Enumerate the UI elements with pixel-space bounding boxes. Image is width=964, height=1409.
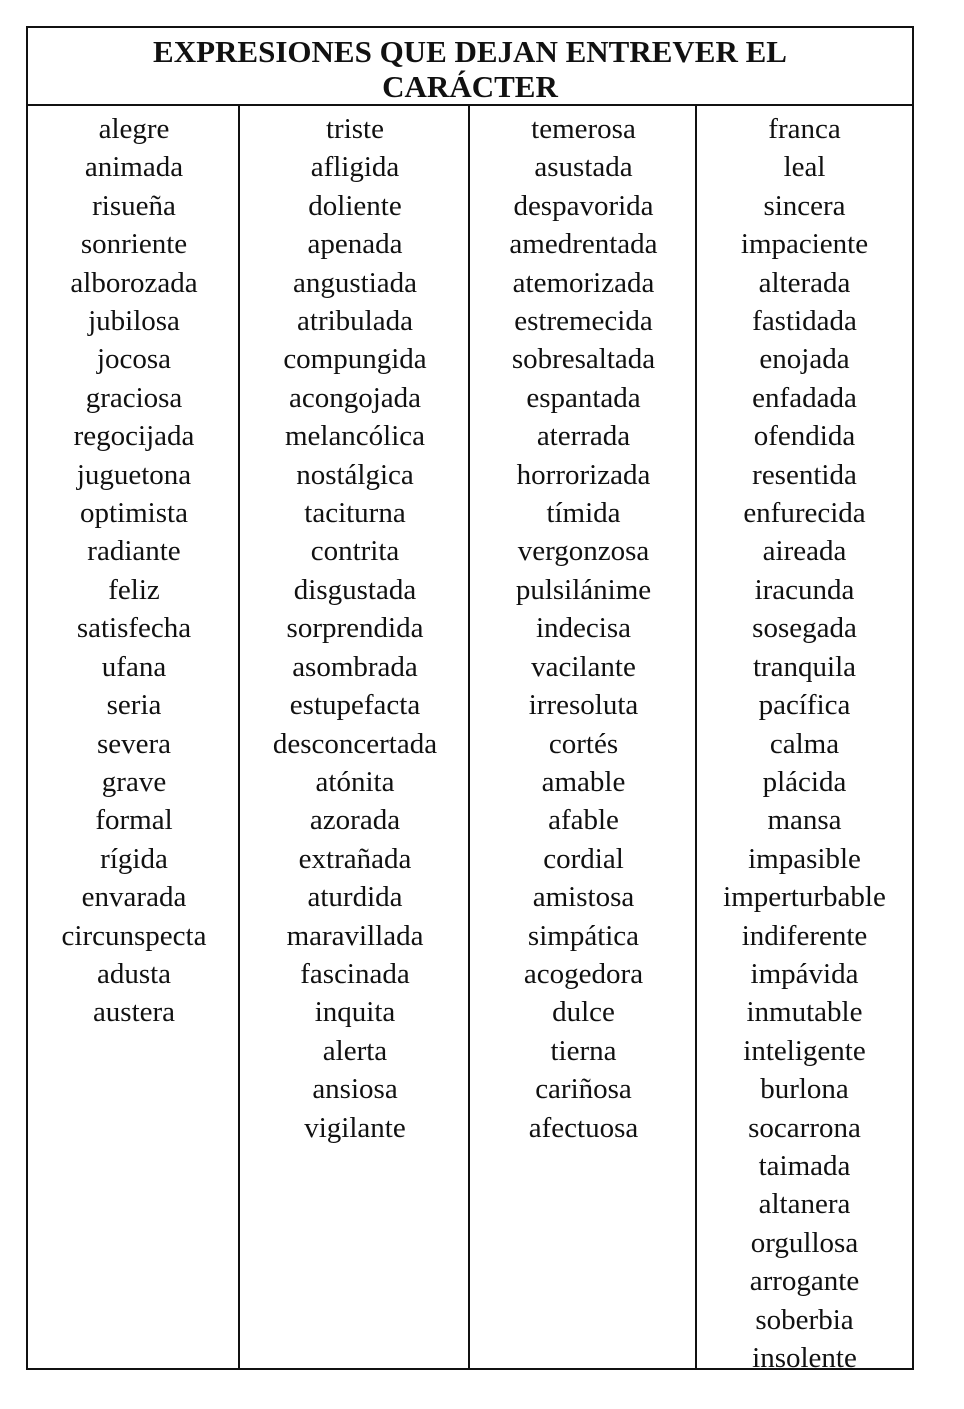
table-title-line-2: CARÁCTER bbox=[382, 69, 558, 104]
word-item: acogedora bbox=[523, 957, 644, 990]
word-item: socarrona bbox=[748, 1111, 861, 1144]
word-item: horrorizada bbox=[516, 458, 651, 491]
word-item: compungida bbox=[283, 343, 427, 376]
word-item: doliente bbox=[308, 189, 402, 222]
word-item: aireada bbox=[762, 535, 847, 568]
word-item: atemorizada bbox=[512, 266, 655, 299]
word-item: asombrada bbox=[292, 650, 418, 683]
word-item: taciturna bbox=[304, 497, 406, 530]
word-item: pulsilánime bbox=[515, 573, 652, 606]
word-item: regocijada bbox=[73, 420, 195, 453]
word-item: inmutable bbox=[746, 996, 863, 1029]
word-item: animada bbox=[84, 151, 184, 184]
word-item: rígida bbox=[100, 842, 168, 875]
word-column-1 bbox=[28, 106, 240, 1368]
word-item: nostálgica bbox=[296, 458, 414, 491]
word-item: aturdida bbox=[307, 881, 403, 914]
word-item: afligida bbox=[310, 151, 400, 184]
word-item: tímida bbox=[546, 497, 621, 530]
word-item: alborozada bbox=[70, 266, 198, 299]
word-item: formal bbox=[95, 804, 173, 837]
word-item: afable bbox=[548, 804, 619, 837]
word-column-3 bbox=[468, 106, 697, 1368]
word-item: leal bbox=[783, 151, 826, 184]
word-item: estupefacta bbox=[289, 689, 421, 722]
word-item: orgullosa bbox=[750, 1226, 859, 1259]
word-item: juguetona bbox=[76, 458, 192, 491]
word-item: altanera bbox=[758, 1188, 851, 1221]
word-item: inteligente bbox=[743, 1034, 866, 1067]
word-item: fastidada bbox=[752, 305, 857, 338]
word-item: iracunda bbox=[754, 573, 855, 606]
word-item: vacilante bbox=[531, 650, 636, 683]
word-item: afectuosa bbox=[528, 1111, 639, 1144]
word-item: atribulada bbox=[297, 305, 413, 338]
word-item: sonriente bbox=[80, 228, 188, 261]
word-item: amedrentada bbox=[509, 228, 658, 261]
word-item: impávida bbox=[750, 957, 859, 990]
word-item: irresoluta bbox=[528, 689, 639, 722]
word-item: angustiada bbox=[292, 266, 417, 299]
word-item: jubilosa bbox=[88, 305, 180, 338]
word-item: pacífica bbox=[758, 689, 851, 722]
word-item: sosegada bbox=[752, 612, 857, 645]
word-item: arrogante bbox=[749, 1265, 860, 1298]
word-item: amistosa bbox=[532, 881, 635, 914]
word-item: feliz bbox=[108, 573, 160, 606]
word-item: soberbia bbox=[755, 1303, 854, 1336]
word-item: ufana bbox=[101, 650, 167, 683]
word-item: austera bbox=[92, 996, 176, 1029]
word-item: impaciente bbox=[740, 228, 869, 261]
word-item: sorprendida bbox=[286, 612, 424, 645]
word-item: simpática bbox=[527, 919, 640, 952]
word-item: sincera bbox=[763, 189, 846, 222]
word-item: fascinada bbox=[300, 957, 410, 990]
word-item: plácida bbox=[762, 765, 847, 798]
word-item: satisfecha bbox=[76, 612, 192, 645]
word-item: tranquila bbox=[752, 650, 857, 683]
word-item: aterrada bbox=[536, 420, 631, 453]
word-item: alterada bbox=[758, 266, 851, 299]
word-item: contrita bbox=[310, 535, 400, 568]
word-item: jocosa bbox=[96, 343, 172, 376]
word-item: atónita bbox=[315, 765, 395, 798]
word-item: radiante bbox=[87, 535, 181, 568]
word-item: inquita bbox=[314, 996, 396, 1029]
word-item: imperturbable bbox=[723, 881, 886, 914]
word-item: grave bbox=[101, 765, 167, 798]
word-item: enfadada bbox=[752, 381, 857, 414]
word-item: indecisa bbox=[535, 612, 631, 645]
word-item: taimada bbox=[758, 1149, 851, 1182]
word-item: envarada bbox=[81, 881, 187, 914]
word-item: burlona bbox=[760, 1073, 849, 1106]
word-item: alerta bbox=[322, 1034, 388, 1067]
word-item: indiferente bbox=[741, 919, 868, 952]
word-item: franca bbox=[768, 113, 841, 145]
word-item: extrañada bbox=[298, 842, 412, 875]
word-item: graciosa bbox=[85, 381, 183, 414]
word-item: estremecida bbox=[514, 305, 653, 338]
vocabulary-table bbox=[26, 26, 914, 1374]
word-item: melancólica bbox=[284, 420, 426, 453]
word-item: cordial bbox=[543, 842, 624, 875]
word-item: apenada bbox=[307, 228, 403, 261]
word-item: mansa bbox=[767, 804, 842, 837]
word-column-4 bbox=[695, 106, 912, 1374]
table-title bbox=[28, 28, 912, 106]
word-item: dulce bbox=[552, 996, 615, 1029]
word-item: optimista bbox=[80, 497, 188, 530]
table-title-line-1: EXPRESIONES QUE DEJAN ENTREVER EL bbox=[153, 34, 787, 69]
word-item: cortés bbox=[548, 727, 619, 760]
word-item: ofendida bbox=[753, 420, 856, 453]
word-item: sobresaltada bbox=[511, 343, 656, 376]
word-column-2 bbox=[238, 106, 470, 1368]
word-item: triste bbox=[326, 113, 384, 145]
word-item: vergonzosa bbox=[517, 535, 650, 568]
word-item: risueña bbox=[92, 189, 176, 222]
word-item: tierna bbox=[550, 1034, 617, 1067]
word-item: vigilante bbox=[304, 1111, 406, 1144]
word-item: enojada bbox=[759, 343, 850, 376]
word-item: temerosa bbox=[531, 113, 636, 145]
word-item: maravillada bbox=[286, 919, 424, 952]
word-item: impasible bbox=[748, 842, 861, 875]
word-item: enfurecida bbox=[743, 497, 866, 530]
word-item: alegre bbox=[98, 113, 170, 145]
word-item: despavorida bbox=[513, 189, 654, 222]
word-item: acongojada bbox=[288, 381, 422, 414]
word-item: azorada bbox=[309, 804, 401, 837]
word-item: cariñosa bbox=[535, 1073, 632, 1106]
word-item: circunspecta bbox=[61, 919, 207, 952]
word-item: amable bbox=[541, 765, 626, 798]
word-item: insolente bbox=[752, 1342, 857, 1374]
word-item: disgustada bbox=[293, 573, 417, 606]
word-item: espantada bbox=[526, 381, 641, 414]
word-item: resentida bbox=[752, 458, 857, 491]
word-item: seria bbox=[106, 689, 162, 722]
word-item: severa bbox=[96, 727, 172, 760]
word-item: asustada bbox=[534, 151, 633, 184]
word-item: calma bbox=[769, 727, 840, 760]
word-item: desconcertada bbox=[272, 727, 438, 760]
word-item: ansiosa bbox=[312, 1073, 398, 1106]
word-item: adusta bbox=[96, 957, 172, 990]
